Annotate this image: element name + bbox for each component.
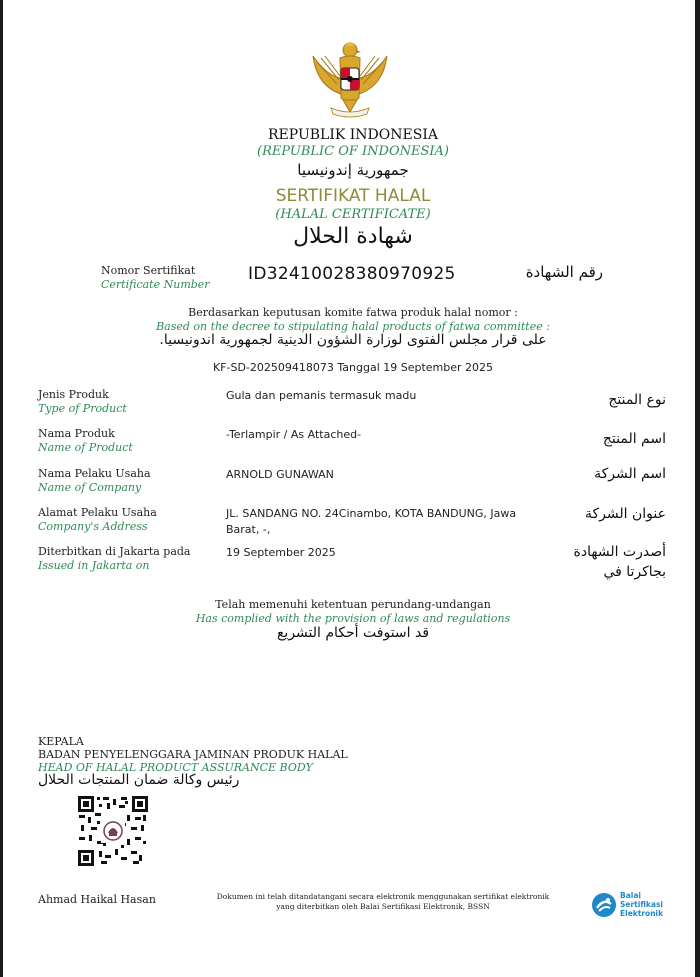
field-value: 19 September 2025 (226, 546, 336, 559)
country-name: REPUBLIK INDONESIA (268, 127, 438, 143)
compliance-statement: Telah memenuhi ketentuan perundang-undangan (215, 598, 491, 611)
signatory-title: KEPALA (38, 735, 84, 748)
field-label: Alamat Pelaku Usaha (38, 506, 157, 519)
signatory-name: Ahmad Haikal Hasan (38, 893, 156, 906)
field-value: -Terlampir / As Attached- (226, 428, 362, 441)
bsre-logo (591, 890, 671, 920)
decree-reference (3, 361, 695, 374)
decree-date: 19 September 2025 (383, 361, 494, 374)
field-label: Jenis Produk (38, 388, 109, 401)
field-label: Diterbitkan di Jakarta pada (38, 545, 191, 558)
field-label-en: Name of Product (38, 441, 133, 454)
country-name-en: (REPUBLIC OF INDONESIA) (257, 144, 449, 159)
certificate-number: ID32410028380970925 (248, 264, 456, 284)
bsre-logo-line3: Elektronik (620, 909, 664, 918)
bsre-logo-line2: Sertifikasi (620, 900, 663, 909)
field-label-en: Name of Company (38, 481, 142, 494)
field-label-ar: اسم الشركة (594, 466, 666, 482)
signatory-body: BADAN PENYELENGGARA JAMINAN PRODUK HALAL (38, 748, 348, 761)
field-label-ar: عنوان الشركة (585, 506, 666, 522)
field-label-ar: نوع المنتج (608, 392, 666, 408)
certificate-title-ar: شهادة الحلال (293, 224, 413, 249)
field-label-ar: اسم المنتج (602, 431, 666, 447)
country-name-ar: جمهورية إندونيسيا (297, 161, 409, 179)
field-label: Nama Pelaku Usaha (38, 467, 151, 480)
compliance-statement-en: Has complied with the provision of laws and regulations (195, 612, 511, 625)
details-table (38, 388, 678, 578)
compliance-statement-ar: قد استوفت أحكام التشريع (276, 625, 430, 641)
certificate-page (3, 0, 695, 977)
field-value: ARNOLD GUNAWAN (226, 468, 334, 481)
certificate-title: SERTIFIKAT HALAL (275, 186, 431, 206)
field-label: Nama Produk (38, 427, 115, 440)
decree-basis: Berdasarkan keputusan komite fatwa produk halal nomor : (188, 306, 518, 319)
bsre-logo-icon (591, 892, 617, 918)
certificate-title-en: (HALAL CERTIFICATE) (275, 207, 431, 222)
garuda-emblem (307, 36, 393, 122)
field-label-en: Issued in Jakarta on (38, 559, 150, 572)
signatory-body-en: HEAD OF HALAL PRODUCT ASSURANCE BODY (38, 761, 313, 774)
esign-note-line1: Dokumen ini telah ditandatangani secara elektronik menggunakan sertifikat elektronik (216, 892, 550, 901)
field-label-en: Type of Product (38, 402, 127, 415)
decree-date-label: Tanggal (337, 361, 380, 374)
esign-note (183, 892, 583, 912)
qr-code[interactable] (77, 795, 149, 867)
certificate-number-label-en: Certificate Number (101, 278, 210, 291)
certificate-number-label-ar: رقم الشهادة (525, 263, 603, 281)
decree-basis-ar: على قرار مجلس الفتوى لوزارة الشؤون الدينية لجمهورية اندونيسيا. (159, 332, 547, 348)
bsre-logo-line1: Balai (620, 891, 641, 900)
field-label-en: Company's Address (38, 520, 148, 533)
decree-basis-en: Based on the decree to stipulating halal products of fatwa committee : (156, 320, 550, 333)
certificate-number-label: Nomor Sertifikat (101, 264, 196, 277)
esign-note-line2: yang diterbitkan oleh Balai Sertifikasi Elektronik, BSSN (276, 902, 490, 911)
field-value: JL. SANDANG NO. 24Cinambo, KOTA BANDUNG, Jawa Barat, -, (226, 507, 517, 536)
decree-number: KF-SD-202509418073 (212, 361, 334, 374)
field-label-ar: أصدرت الشهادة بجاكرتا في (573, 544, 666, 580)
signatory-body-ar: رئيس وكالة ضمان المنتجات الحلال (38, 772, 240, 788)
field-value: Gula dan pemanis termasuk madu (226, 389, 417, 402)
